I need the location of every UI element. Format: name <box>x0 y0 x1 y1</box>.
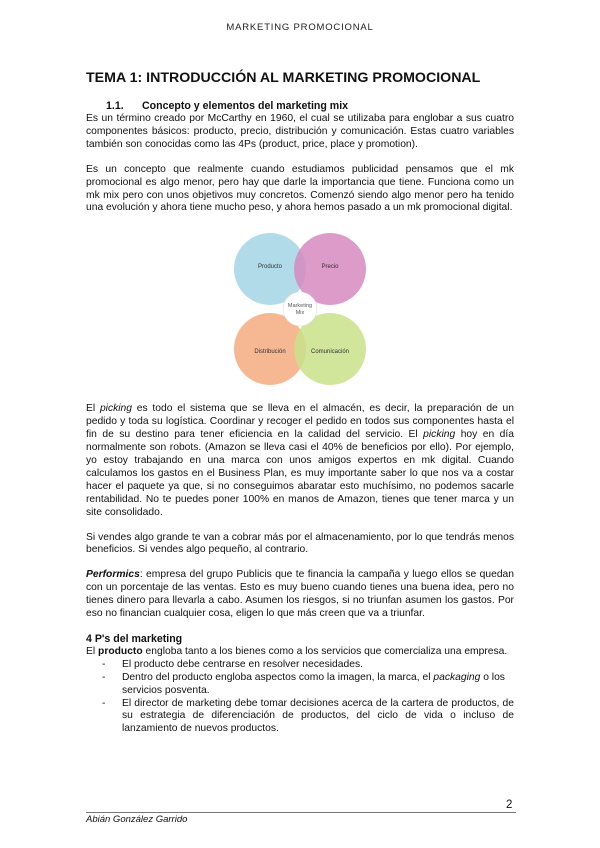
four-ps-heading: 4 P's del marketing <box>86 632 183 645</box>
venn-diagram <box>234 227 366 391</box>
section-heading-1-1 <box>106 100 514 112</box>
paragraph-picking <box>86 403 514 519</box>
page-number: 2 <box>506 799 513 811</box>
performics-text: : empresa del grupo Publicis que te financia la campaña y luego ellos se quedan con un porcentaje de las ventas. Esto es muy bueno cuando tienes una buena idea, pero no tienes dinero para llevarla a cabo. Asumen los riesgos, si no triunfan asumen los gastos. Por eso no financian cualquier cosa, eligen lo que más creen que va a triunfar. <box>86 569 514 620</box>
center-label-line1: Marketing <box>287 303 313 310</box>
paragraph-performics <box>86 569 514 621</box>
bullet-dash: - <box>102 671 106 683</box>
running-header: MARKETING PROMOCIONAL <box>226 22 374 33</box>
bullet-text: El producto debe centrarse en resolver necesidades. <box>122 658 363 670</box>
performics-term: Performics <box>86 569 140 581</box>
footer-divider <box>86 812 516 813</box>
paragraph-almacenamiento: Si vendes algo grande te van a cobrar más por el almacenamiento, por lo que tendrás menos beneficios. Si vendes algo pequeño, al contrario. <box>86 531 514 556</box>
bullet-dash: - <box>102 658 106 670</box>
picking-text-start: El <box>86 403 100 415</box>
bullet-text-end: o los servicios posventa. <box>122 671 505 696</box>
paragraph-producto-intro <box>86 646 514 659</box>
picking-term: picking <box>99 403 132 415</box>
label-distribucion: Distribución <box>254 349 286 356</box>
bullet-text-start: Dentro del producto engloba aspectos como la imagen, la marca, el <box>122 671 434 683</box>
bullet-text: El director de marketing debe tomar decisiones acerca de la cartera de productos, de su estrategia de diferenciación de productos, del ciclo de vida o incluso de lanzamiento de nuevos productos. <box>122 697 514 735</box>
picking-text-mid: es todo el sistema que se lleva en el almacén, es decir, la preparación de un pedido y toda su logística. Coordinar y recoger el pedido en todos sus componentes hasta el fin de su destino para tener eficiencia en la calidad del servicio. El <box>86 403 514 441</box>
label-producto: Producto <box>257 264 283 271</box>
section-number: 1.1. <box>106 100 124 112</box>
list-item <box>86 672 514 698</box>
picking-text-end: hoy en día normalmente son robots. (Amazon se lleva casi el 40% de beneficios por ello). Por ejemplo, yo estoy trabajando en una marca con unos amigos expertos en mk digital. Cuando calculamos los gastos en el Business Plan, es muy importante saber lo que nos va a costar hacer el paquete ya que, si no conseguimos abaratar esto muchísimo, no podemos sacarle rentabilidad. No te puedes poner 100% en manos de Amazon, tienes que tener marca y un site consolidado. <box>86 429 514 518</box>
list-item <box>86 698 514 737</box>
page-title: TEMA 1: INTRODUCCIÓN AL MARKETING PROMOCIONAL <box>86 70 481 86</box>
marketing-mix-diagram <box>86 227 514 393</box>
label-comunicacion: Comunicación <box>310 349 350 356</box>
list-item <box>86 659 514 672</box>
bullet-dash: - <box>102 697 106 709</box>
producto-bullet-list <box>86 659 514 736</box>
packaging-term: packaging <box>433 671 481 683</box>
label-precio: Precio <box>321 264 339 271</box>
producto-intro-end: engloba tanto a los bienes como a los servicios que comercializa una empresa. <box>142 645 508 657</box>
center-label-line2: Mix <box>295 310 305 317</box>
center-circle <box>283 292 317 326</box>
paragraph-mk-promocional: Es un concepto que realmente cuando estudiamos publicidad pensamos que el mk promocional es algo menor, pero hay que darle la importancia que tiene. Funciona como un mk mix pero con unos objetivos muy concretos. Comenzó siendo algo menor pero ha tenido una evolución y ahora tiene mucho peso, y ahora hemos pasado a un mk promocional digital. <box>86 163 514 214</box>
page-content <box>86 70 514 736</box>
paragraph-mccarthy: Es un término creado por McCarthy en 1960, el cual se utilizaba para englobar a sus cuatro componentes básicos: producto, precio, distribución y comunicación. Estas cuatro variables también son conocidas como las 4Ps (product, price, place y promotion). <box>86 113 514 150</box>
producto-term: producto <box>98 645 143 657</box>
producto-intro-start: El <box>86 645 99 657</box>
footer-author: Abián González Garrido <box>86 814 188 825</box>
picking-term-2: picking <box>423 429 456 441</box>
section-heading-text: Concepto y elementos del marketing mix <box>142 100 349 112</box>
